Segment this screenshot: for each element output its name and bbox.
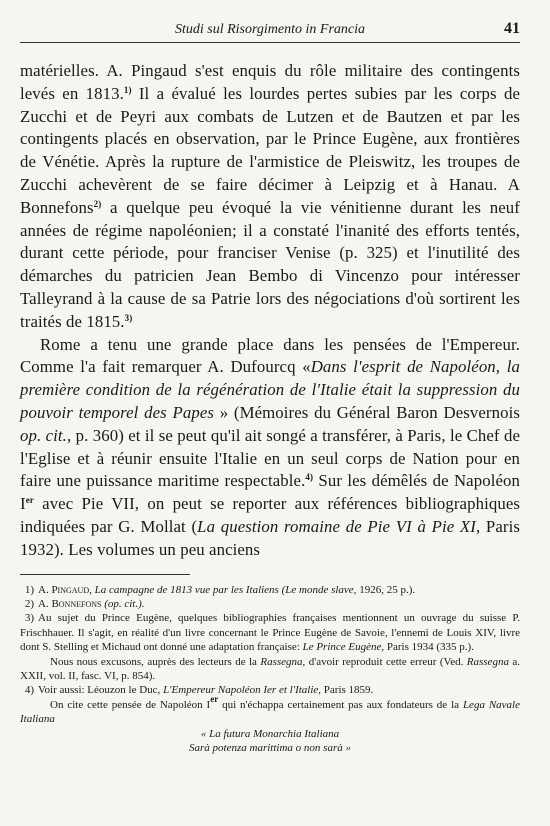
footnote-1: 1) A. Pingaud, La campagne de 1813 vue par les Italiens (Le monde slave, 1926, 25 p.). [24, 583, 416, 596]
footnote-ref-1[interactable]: 1) [123, 84, 132, 95]
running-header [20, 0, 520, 42]
running-title: Studi sul Risorgimento in Francia [174, 22, 366, 37]
paragraph-1: matérielles. A. Pingaud s'est enquis du rôle militaire des contingents levés en 1813.$^{1)}$ Il a évalué les lourdes pertes subies par les corps de Zucchi et de Peyri aux combats de Lutzen et de Bautzen et par les contingents placés en observation, par le Prince Eugène, aux frontières de Vénétie. Après la rupture de l'armistice de Pleiswitz, les troupes de Zucchi achevèrent de se faire décimer à Leipzig et à Hanau. A Bonnefons$^{2)}$ a quelque peu évoqué la vie vénitienne durant les neuf années de régime napoléonien; il a constaté l'inanité des efforts tentés, durant cette période, pour franciser Venise (p. 325) et l'inutilité des démarches du patricien Jean Bembo di Vincenzo pour intéresser Talleyrand à la cause de sa Patrie lors des négociations d'où sortirent les traités de 1815.$^{3)}$ [20, 61, 520, 331]
footnote-3-note: Nous nous excusons, auprès des lecteurs de la Rassegna, d'avoir reproduit cette erreur (Ved. Rassegna a. XXII, vol. II, fasc. VI, p. 854). [20, 655, 521, 682]
page-number: 41 [504, 20, 520, 37]
footnote-2: 2) A. Bonnefons (op. cit.). [24, 597, 145, 610]
footnote-4: 4) Voir aussi: Léouzon le Duc, L'Empereur Napoléon Ier et l'Italie, Paris 1859. [24, 684, 374, 697]
verse-line-1: « La futura Monarchia Italiana [200, 727, 340, 740]
footnotes [20, 583, 520, 756]
footnote-4-note: On cite cette pensée de Napoléon Ier qui n'échappa certainement pas aux fondateurs de la Lega Navale Italiana [20, 693, 520, 726]
book-title: La question romaine de Pie VI à Pie XI [197, 516, 476, 536]
header-rule [20, 42, 520, 43]
footnote-ref-4[interactable]: 4) [305, 472, 314, 483]
verse-line-2: Sarà potenza marittima o non sarà » [189, 742, 351, 754]
footnote-ref-3[interactable]: 3) [124, 312, 133, 323]
footnote-ref-2[interactable]: 2) [93, 198, 102, 209]
main-text [20, 60, 520, 562]
quotation: Dans l'esprit de Napoléon, la première condition de la régénération de l'Italie était la suppression du pouvoir temporel des Papes [20, 357, 520, 422]
footnote-3: 3) Au sujet du Prince Eugène, quelques bibliographies françaises mentionnent un ouvrage du suisse P. Frischhauer. Il s'agit, en réalité d'un livre concernant le Prince Eugène de Savoie, l'ennemi de Louis XIV, livre dont S. Stelling et Michaud ont donné une adaptation française: Le Prince Eugène, Paris 1934 (335 p.). [20, 612, 520, 654]
footnote-rule [20, 574, 190, 575]
paragraph-2: Rome a tenu une grande place dans les pensées de l'Empereur. Comme l'a fait remarquer A. Dufourcq «Dans l'esprit de Napoléon, la première condition de la régénération de l'Italie était la suppression du pouvoir temporel des Papes » (Mémoires du Général Baron Desvernois op. cit., p. 360) et il se peut qu'il ait songé a transférer, à Paris, le Chef de l'Eglise et à réunir ensuite l'Italie en un seul corps de Nation pour en faire une puissance maritime respectable.$^{4)}$ Sur les démêlés de Napoléon Ier avec Pie VII, on peut se reporter aux références bibliographiques indiquées par G. Mollat (La question romaine de Pie VI à Pie XI, Paris 1932). Les volumes un peu anciens [20, 334, 520, 559]
